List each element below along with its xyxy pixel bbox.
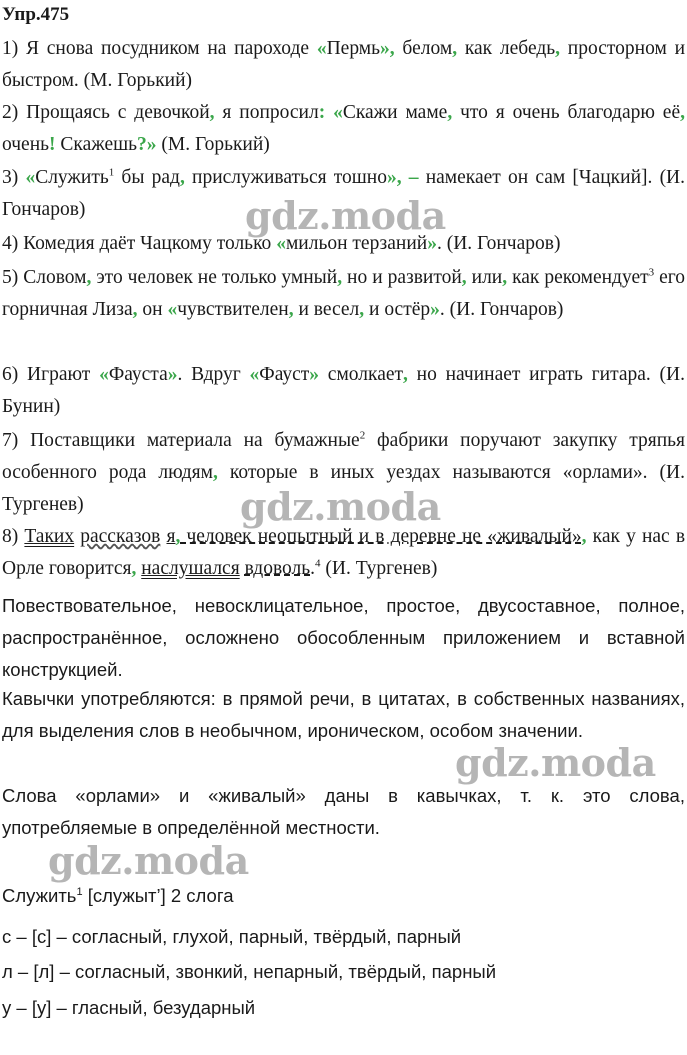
punct-mark: , (403, 364, 408, 385)
sentence-8 (2, 521, 685, 585)
punct-mark: , (581, 526, 587, 547)
punct-mark: « (249, 364, 260, 385)
punct-mark: » (167, 364, 178, 385)
punct-mark: ?» (137, 134, 157, 155)
text: . (И. Гончаров) (439, 299, 564, 320)
watermark: gdz.moda (48, 838, 249, 883)
punct-mark: » (427, 233, 437, 254)
text: Скажешь (55, 134, 138, 155)
words-note: Слова «орлами» и «живалый» даны в кавычках, т. к. это слова, употребляемые в определённой местности. (2, 785, 685, 838)
underlined-word: вдоволь (244, 558, 311, 579)
text: и весел (293, 299, 360, 320)
punct-mark: , (452, 38, 458, 59)
underlined-word: наслушался (141, 558, 240, 579)
footnote-mark: 4 (315, 557, 321, 570)
text: [служыт’] 2 слога (82, 885, 234, 906)
text: 5) Словом (2, 267, 87, 288)
footnote-mark: 2 (359, 429, 366, 442)
punct-mark: , (502, 267, 508, 288)
punct-mark: , (175, 526, 181, 547)
phonetic-line-3: у – [у] – гласный, безударный (2, 997, 256, 1018)
punct-mark: , (86, 267, 92, 288)
text: . (310, 558, 316, 579)
punct-mark: , (131, 558, 137, 579)
text: его горничная Лиза (2, 267, 685, 320)
text: Служить (2, 885, 77, 906)
watermark: gdz.moda (240, 484, 441, 529)
text: что я очень благодарю её (452, 102, 681, 123)
sentence-6 (2, 359, 685, 423)
text: которые в иных уездах называются «орлами». (И. Тургенев) (2, 462, 685, 515)
text: 1) Я снова посудником на пароходе (2, 38, 317, 59)
punct-mark: , (359, 299, 365, 320)
text: очень (2, 134, 50, 155)
punct-mark: « (325, 102, 343, 123)
text: 7) Поставщики материала на бумажные (2, 430, 360, 451)
watermark: gdz.moda (245, 193, 446, 238)
text: чувствителен (177, 299, 289, 320)
text: Пермь (326, 38, 381, 59)
punct-mark: , (288, 299, 294, 320)
punct-mark: », (380, 38, 395, 59)
text: но начинает играть гитара. (И. Бунин) (2, 364, 686, 417)
punct-mark: , (447, 102, 453, 123)
text: белом (394, 38, 453, 59)
text: он (137, 299, 168, 320)
text: (И. Тургенев) (320, 558, 438, 579)
sentence-1 (2, 33, 685, 97)
punct-mark: ! (49, 134, 56, 155)
punct-mark: », – (386, 167, 419, 188)
quotes-note: Кавычки употребляются: в прямой речи, в цитатах, в собственных названиях, для выделения слов в необычном, ироническом, особом значении. (2, 688, 685, 741)
text: как лебедь (457, 38, 556, 59)
punct-mark: , (461, 267, 467, 288)
punct-mark: , (209, 102, 215, 123)
text: мильон терзаний (285, 233, 428, 254)
text: намекает он сам [Чацкий]. (И. Гончаров) (2, 167, 686, 220)
text: прислуживаться тошно (184, 167, 387, 188)
phonetic-line-1: с – [с] – согласный, глухой, парный, твёрдый, парный (2, 926, 462, 947)
text: и остёр (364, 299, 431, 320)
sentence-2 (2, 97, 685, 161)
underlined-phrase: человек неопытный и в деревне не «живалый» (180, 526, 582, 547)
footnote-mark: 3 (648, 266, 655, 279)
text: . (И. Гончаров) (436, 233, 561, 254)
punct-mark: « (99, 364, 109, 385)
text: 8) (2, 526, 25, 547)
punct-mark: « (276, 233, 286, 254)
underlined-word: я (166, 526, 176, 547)
text: это человек не только умный (91, 267, 338, 288)
punct-mark: , (132, 299, 138, 320)
text: бы рад (114, 167, 180, 188)
punct-mark: » (430, 299, 440, 320)
text: смолкает (319, 364, 404, 385)
text: я попросил (214, 102, 319, 123)
text: как рекомендует (507, 267, 649, 288)
text: (М. Горький) (156, 134, 270, 155)
footnote-mark: 1 (108, 166, 115, 179)
text: Фауста (108, 364, 168, 385)
exercise-title: Упр.475 (2, 4, 70, 25)
punct-mark: , (337, 267, 343, 288)
text: Скажи маме (342, 102, 448, 123)
text: 2) Прощаясь с девочкой (2, 102, 210, 123)
punct-mark: , (555, 38, 561, 59)
punct-mark: , (680, 102, 685, 123)
text: 3) (2, 167, 26, 188)
punct-mark: , (179, 167, 185, 188)
punct-mark: « (25, 167, 36, 188)
text: . Вдруг (177, 364, 250, 385)
text: но и развитой (342, 267, 462, 288)
sentence-analysis: Повествовательное, невосклицательное, простое, двусоставное, полное, распространённое, осложнено обособленным приложением и вставной конструкцией. (2, 595, 685, 680)
punct-mark: : (318, 102, 326, 123)
phonetic-heading (2, 885, 233, 907)
text: 6) Играют (2, 364, 100, 385)
text: Служить (35, 167, 109, 188)
watermark: gdz.moda (455, 740, 656, 785)
text: просторном и быстром. (М. Горький) (2, 38, 686, 91)
text: или (466, 267, 503, 288)
footnote-mark: 1 (76, 885, 83, 898)
text: 4) Комедия даёт Чацкому только (2, 233, 277, 254)
sentence-5 (2, 262, 685, 326)
text: фабрики поручают закупку тряпья особенного рода людям (2, 430, 686, 483)
text: как у нас в Орле говорится (2, 526, 686, 579)
punct-mark: » (309, 364, 320, 385)
underlined-word: Таких (24, 526, 75, 547)
punct-mark: « (167, 299, 178, 320)
punct-mark: « (316, 38, 327, 59)
text: Фауст (259, 364, 310, 385)
phonetic-line-2: л – [л] – согласный, звонкий, непарный, твёрдый, парный (2, 961, 497, 982)
punct-mark: , (212, 462, 218, 483)
underlined-word: рассказов (80, 526, 161, 547)
